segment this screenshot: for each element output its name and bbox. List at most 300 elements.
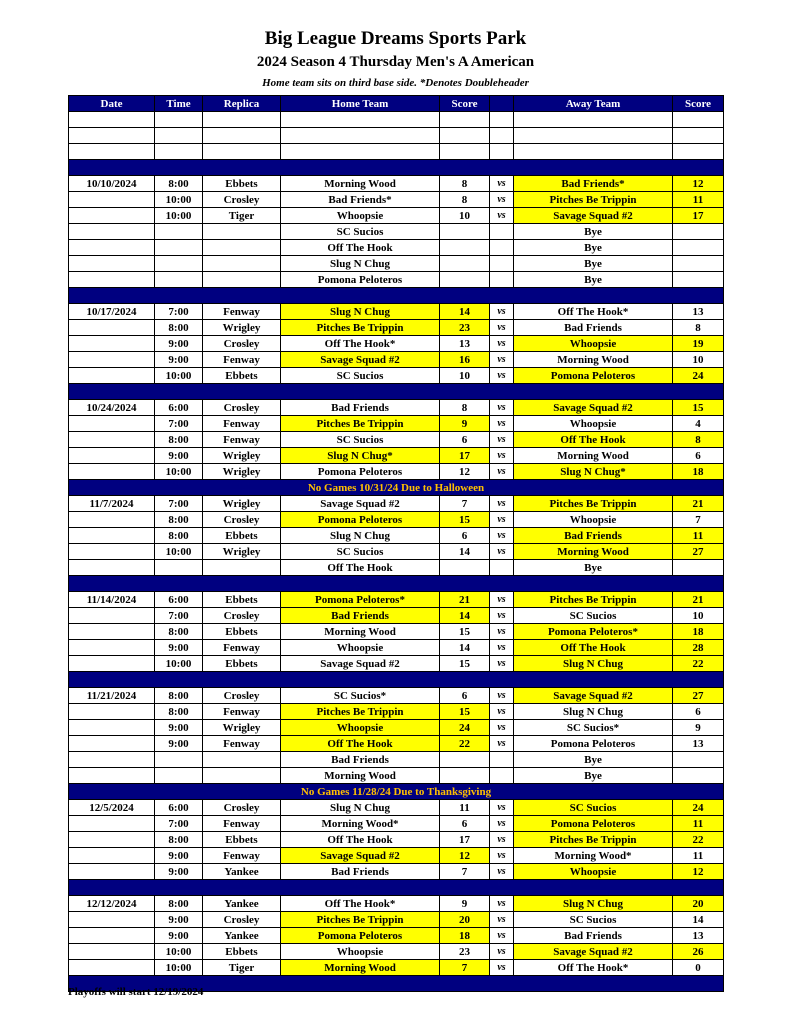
home-team-cell: Bad Friends [281,608,440,624]
home-team-cell: Slug N Chug* [281,448,440,464]
vs-cell: vs [490,464,514,480]
vs-cell: vs [490,608,514,624]
time-cell: 10:00 [155,544,203,560]
replica-cell: Yankee [203,928,281,944]
game-row [69,224,724,240]
home-score-cell: 11 [440,800,490,816]
vs-cell: vs [490,848,514,864]
date-cell [69,544,155,560]
replica-cell: Wrigley [203,320,281,336]
vs-cell: vs [490,896,514,912]
home-team-cell: Morning Wood [281,768,440,784]
home-score-cell: 8 [440,400,490,416]
away-team-cell: Off The Hook [514,640,673,656]
away-score-cell: 11 [673,816,724,832]
game-row [69,416,724,432]
away-score-cell [673,240,724,256]
date-cell [69,512,155,528]
away-team-cell: SC Sucios [514,800,673,816]
home-score-cell: 23 [440,944,490,960]
home-team-cell: Pitches Be Trippin [281,704,440,720]
home-score-cell [440,256,490,272]
away-score-cell: 18 [673,624,724,640]
date-cell [69,960,155,976]
away-team-cell: Pitches Be Trippin [514,192,673,208]
time-cell: 9:00 [155,720,203,736]
home-team-cell: Whoopsie [281,640,440,656]
empty-cell [514,112,673,128]
away-score-cell: 11 [673,848,724,864]
page-subtitle: 2024 Season 4 Thursday Men's A American [256,54,535,70]
away-score-cell: 10 [673,352,724,368]
home-score-cell: 15 [440,704,490,720]
home-team-cell: Bad Friends* [281,192,440,208]
replica-cell: Crosley [203,800,281,816]
vs-cell: vs [490,928,514,944]
away-score-cell [673,752,724,768]
time-cell: 9:00 [155,640,203,656]
time-cell: 9:00 [155,448,203,464]
home-score-cell [440,560,490,576]
vs-cell: vs [490,960,514,976]
separator-bar [69,880,724,896]
time-cell: 9:00 [155,352,203,368]
empty-cell [440,128,490,144]
header-away-team: Away Team [514,96,673,112]
date-cell [69,944,155,960]
date-cell [69,928,155,944]
vs-cell: vs [490,688,514,704]
game-row [69,464,724,480]
vs-cell: vs [490,592,514,608]
header-time: Time [155,96,203,112]
schedule-body [69,112,724,992]
home-team-cell: Bad Friends [281,400,440,416]
vs-cell: vs [490,832,514,848]
home-score-cell: 7 [440,960,490,976]
replica-cell: Crosley [203,912,281,928]
away-score-cell: 6 [673,704,724,720]
empty-cell [155,144,203,160]
vs-cell: vs [490,352,514,368]
away-team-cell: Slug N Chug [514,704,673,720]
away-team-cell: Whoopsie [514,512,673,528]
vs-cell [490,240,514,256]
game-row [69,448,724,464]
vs-cell: vs [490,208,514,224]
time-cell: 8:00 [155,704,203,720]
replica-cell: Fenway [203,848,281,864]
home-team-cell: SC Sucios [281,368,440,384]
home-score-cell: 7 [440,496,490,512]
blank-row [69,128,724,144]
time-cell: 7:00 [155,496,203,512]
empty-cell [155,112,203,128]
game-row [69,272,724,288]
game-row [69,688,724,704]
vs-cell [490,752,514,768]
away-team-cell: Pomona Peloteros* [514,624,673,640]
away-score-cell: 14 [673,912,724,928]
away-team-cell: Off The Hook* [514,304,673,320]
time-cell: 9:00 [155,928,203,944]
game-row [69,720,724,736]
away-score-cell: 15 [673,400,724,416]
vs-cell: vs [490,304,514,320]
away-team-cell: Off The Hook [514,432,673,448]
home-team-cell: Whoopsie [281,720,440,736]
away-score-cell: 4 [673,416,724,432]
vs-cell: vs [490,704,514,720]
replica-cell: Ebbets [203,368,281,384]
away-score-cell: 11 [673,528,724,544]
home-score-cell: 12 [440,464,490,480]
date-cell: 10/10/2024 [69,176,155,192]
header-row [69,96,724,112]
game-row [69,496,724,512]
replica-cell: Fenway [203,704,281,720]
replica-cell: Wrigley [203,448,281,464]
away-team-cell: SC Sucios* [514,720,673,736]
empty-cell [203,128,281,144]
game-row [69,320,724,336]
replica-cell: Ebbets [203,832,281,848]
vs-cell: vs [490,800,514,816]
away-score-cell [673,560,724,576]
date-cell [69,368,155,384]
notice-text: No Games 11/28/24 Due to Thanksgiving [69,784,724,800]
replica-cell: Ebbets [203,656,281,672]
game-row [69,352,724,368]
away-score-cell: 27 [673,688,724,704]
game-row [69,192,724,208]
replica-cell: Tiger [203,960,281,976]
home-score-cell [440,240,490,256]
date-cell: 10/24/2024 [69,400,155,416]
date-cell [69,848,155,864]
separator-row [69,576,724,592]
home-team-cell: SC Sucios [281,432,440,448]
home-team-cell: Off The Hook [281,560,440,576]
away-team-cell: Pitches Be Trippin [514,592,673,608]
replica-cell: Fenway [203,640,281,656]
replica-cell [203,256,281,272]
vs-cell: vs [490,336,514,352]
time-cell: 10:00 [155,464,203,480]
vs-cell: vs [490,192,514,208]
replica-cell [203,240,281,256]
time-cell: 6:00 [155,592,203,608]
away-score-cell: 6 [673,448,724,464]
home-team-cell: Pitches Be Trippin [281,912,440,928]
date-cell [69,736,155,752]
empty-cell [281,144,440,160]
vs-cell: vs [490,624,514,640]
home-team-cell: Savage Squad #2 [281,352,440,368]
empty-cell [203,144,281,160]
time-cell: 9:00 [155,848,203,864]
away-score-cell: 18 [673,464,724,480]
separator-bar [69,576,724,592]
replica-cell: Fenway [203,416,281,432]
empty-cell [69,112,155,128]
game-row [69,800,724,816]
game-row [69,832,724,848]
home-team-cell: Slug N Chug [281,528,440,544]
replica-cell: Crosley [203,608,281,624]
time-cell: 7:00 [155,608,203,624]
away-score-cell: 17 [673,208,724,224]
date-cell: 10/17/2024 [69,304,155,320]
game-row [69,896,724,912]
time-cell: 6:00 [155,400,203,416]
empty-cell [673,144,724,160]
away-team-cell: Bye [514,240,673,256]
home-team-cell: Pomona Peloteros* [281,592,440,608]
replica-cell: Ebbets [203,624,281,640]
empty-cell [514,144,673,160]
time-cell: 10:00 [155,656,203,672]
date-cell [69,224,155,240]
time-cell: 8:00 [155,176,203,192]
home-team-cell: Slug N Chug [281,256,440,272]
empty-cell [490,112,514,128]
empty-cell [281,128,440,144]
game-row [69,560,724,576]
replica-cell: Wrigley [203,496,281,512]
home-team-cell: Slug N Chug [281,304,440,320]
vs-cell: vs [490,640,514,656]
away-team-cell: Slug N Chug [514,656,673,672]
date-cell: 11/14/2024 [69,592,155,608]
replica-cell: Fenway [203,304,281,320]
home-score-cell: 7 [440,864,490,880]
away-team-cell: Pomona Peloteros [514,368,673,384]
game-row [69,928,724,944]
home-score-cell: 24 [440,720,490,736]
away-score-cell [673,768,724,784]
game-row [69,336,724,352]
home-score-cell: 13 [440,336,490,352]
away-team-cell: Whoopsie [514,416,673,432]
game-row [69,624,724,640]
date-cell [69,240,155,256]
page-note: Home team sits on third base side. *Denotes Doubleheader [262,77,529,89]
game-row [69,656,724,672]
away-score-cell: 20 [673,896,724,912]
date-cell: 11/21/2024 [69,688,155,704]
vs-cell: vs [490,448,514,464]
home-team-cell: Morning Wood [281,624,440,640]
vs-cell: vs [490,656,514,672]
away-team-cell: SC Sucios [514,608,673,624]
game-row [69,208,724,224]
vs-cell: vs [490,944,514,960]
home-team-cell: Savage Squad #2 [281,656,440,672]
away-team-cell: Bad Friends [514,928,673,944]
home-team-cell: Pomona Peloteros [281,272,440,288]
game-row [69,256,724,272]
away-team-cell: Bye [514,752,673,768]
away-team-cell: Bye [514,256,673,272]
home-score-cell: 6 [440,816,490,832]
away-score-cell: 21 [673,592,724,608]
away-team-cell: Bye [514,768,673,784]
empty-cell [69,128,155,144]
home-team-cell: Whoopsie [281,944,440,960]
separator-row [69,672,724,688]
away-score-cell: 13 [673,928,724,944]
game-row [69,960,724,976]
game-row [69,176,724,192]
replica-cell [203,224,281,240]
vs-cell: vs [490,544,514,560]
home-score-cell: 15 [440,624,490,640]
home-team-cell: Slug N Chug [281,800,440,816]
date-cell [69,528,155,544]
replica-cell: Ebbets [203,592,281,608]
time-cell: 9:00 [155,864,203,880]
separator-bar [69,672,724,688]
empty-cell [440,144,490,160]
replica-cell: Yankee [203,896,281,912]
away-score-cell: 8 [673,432,724,448]
date-cell [69,416,155,432]
time-cell: 6:00 [155,800,203,816]
time-cell: 8:00 [155,896,203,912]
time-cell [155,256,203,272]
away-score-cell: 12 [673,864,724,880]
vs-cell [490,224,514,240]
date-cell [69,208,155,224]
home-team-cell: Off The Hook [281,240,440,256]
replica-cell: Ebbets [203,944,281,960]
vs-cell: vs [490,176,514,192]
away-score-cell: 22 [673,832,724,848]
vs-cell: vs [490,528,514,544]
header-home-team: Home Team [281,96,440,112]
vs-cell [490,768,514,784]
away-score-cell: 21 [673,496,724,512]
game-row [69,640,724,656]
home-team-cell: Pomona Peloteros [281,928,440,944]
away-score-cell: 27 [673,544,724,560]
away-team-cell: Pitches Be Trippin [514,832,673,848]
replica-cell: Tiger [203,208,281,224]
replica-cell: Ebbets [203,528,281,544]
home-score-cell: 9 [440,896,490,912]
home-team-cell: SC Sucios [281,224,440,240]
empty-cell [69,144,155,160]
time-cell [155,240,203,256]
game-row [69,736,724,752]
home-score-cell [440,768,490,784]
away-team-cell: Morning Wood* [514,848,673,864]
away-team-cell: Savage Squad #2 [514,208,673,224]
away-score-cell: 12 [673,176,724,192]
home-score-cell: 23 [440,320,490,336]
away-team-cell: Morning Wood [514,352,673,368]
time-cell: 10:00 [155,944,203,960]
vs-cell [490,560,514,576]
away-score-cell: 24 [673,800,724,816]
away-team-cell: Pomona Peloteros [514,736,673,752]
vs-cell: vs [490,320,514,336]
time-cell: 8:00 [155,624,203,640]
blank-row [69,112,724,128]
vs-cell [490,256,514,272]
notice-row [69,784,724,800]
replica-cell: Fenway [203,736,281,752]
home-score-cell: 8 [440,176,490,192]
schedule-table [68,95,724,992]
date-cell [69,720,155,736]
away-team-cell: Bye [514,224,673,240]
home-team-cell: Bad Friends [281,864,440,880]
home-score-cell [440,272,490,288]
home-team-cell: Pomona Peloteros [281,464,440,480]
home-team-cell: Savage Squad #2 [281,496,440,512]
home-score-cell: 14 [440,640,490,656]
separator-row [69,288,724,304]
away-score-cell: 10 [673,608,724,624]
home-score-cell: 6 [440,688,490,704]
game-row [69,912,724,928]
away-team-cell: Slug N Chug [514,896,673,912]
away-team-cell: Slug N Chug* [514,464,673,480]
date-cell [69,624,155,640]
date-cell [69,656,155,672]
header-replica: Replica [203,96,281,112]
replica-cell: Fenway [203,352,281,368]
home-score-cell: 10 [440,368,490,384]
home-team-cell: Morning Wood [281,176,440,192]
time-cell: 9:00 [155,336,203,352]
home-team-cell: Morning Wood* [281,816,440,832]
away-team-cell: Bye [514,272,673,288]
game-row [69,704,724,720]
date-cell: 12/5/2024 [69,800,155,816]
away-team-cell: Savage Squad #2 [514,688,673,704]
empty-cell [673,112,724,128]
date-cell [69,704,155,720]
time-cell: 8:00 [155,320,203,336]
date-cell [69,432,155,448]
replica-cell [203,560,281,576]
home-score-cell [440,752,490,768]
vs-cell: vs [490,816,514,832]
home-score-cell: 9 [440,416,490,432]
away-score-cell: 7 [673,512,724,528]
home-team-cell: Off The Hook [281,736,440,752]
replica-cell: Wrigley [203,464,281,480]
home-score-cell [440,224,490,240]
game-row [69,544,724,560]
home-score-cell: 15 [440,656,490,672]
game-row [69,864,724,880]
time-cell: 7:00 [155,304,203,320]
home-score-cell: 8 [440,192,490,208]
time-cell: 10:00 [155,208,203,224]
away-score-cell [673,224,724,240]
game-row [69,768,724,784]
home-score-cell: 6 [440,528,490,544]
away-team-cell: SC Sucios [514,912,673,928]
home-team-cell: Pomona Peloteros [281,512,440,528]
header-away-score: Score [673,96,724,112]
home-score-cell: 14 [440,544,490,560]
game-row [69,592,724,608]
